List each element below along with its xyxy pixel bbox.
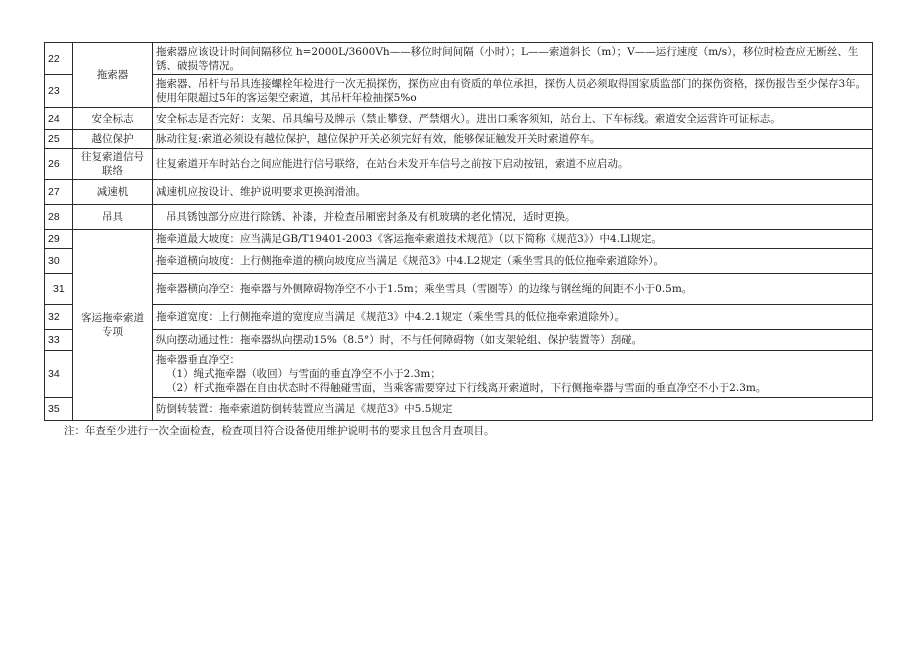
content-line: 拖索器、吊杆与吊具连接螺栓年检进行一次无损探伤，探伤应由有资质的单位承担，探伤人员必须取得国家质监部门的探伤资格，探伤报告至少保存3年。使用年限超过5年的客运架空索道，其吊杆年检抽探5%o xyxy=(156,78,867,104)
category-cell: 吊具 xyxy=(73,205,153,230)
row-number: 33 xyxy=(45,330,73,351)
content-cell xyxy=(153,305,873,330)
content-line: 往复索道开车时站台之间应能进行信号联络，在站台未发开车信号之前按下启动按钮，索道不应启动。 xyxy=(156,158,629,170)
row-number: 23 xyxy=(45,75,73,108)
content-cell xyxy=(153,249,873,274)
category-cell: 安全标志 xyxy=(73,108,153,130)
content-line: 拖牵道横向坡度：上行侧拖牵道的横向坡度应当满足《规范3》中4.L2规定（乘坐雪具的低位拖牵索道除外）。 xyxy=(156,255,665,267)
table-row xyxy=(45,351,873,398)
content-line: 减速机应按设计、维护说明要求更换润滑油。 xyxy=(156,186,366,198)
row-number: 22 xyxy=(45,43,73,75)
row-number: 28 xyxy=(45,205,73,230)
row-number: 35 xyxy=(45,398,73,421)
content-line: （2）杆式拖牵器在自由状态时不得触碰雪面，当乘客需要穿过下行线离开索道时，下行侧拖牵器与雪面的垂直净空不小于2.3m。 xyxy=(166,382,767,394)
content-cell xyxy=(153,274,873,305)
content-cell xyxy=(153,149,873,180)
content-cell xyxy=(153,130,873,149)
table-row xyxy=(45,230,873,249)
table-row xyxy=(45,43,873,75)
content-line: 拖牵器垂直净空： xyxy=(156,354,240,366)
row-number: 24 xyxy=(45,108,73,130)
category-cell: 减速机 xyxy=(73,180,153,205)
table-row xyxy=(45,149,873,180)
table-row xyxy=(45,398,873,421)
table-row xyxy=(45,330,873,351)
content-cell xyxy=(153,398,873,421)
content-line: 拖牵道宽度：上行侧拖牵道的宽度应当满足《规范3》中4.2.1规定（乘坐雪具的低位拖牵索道除外）。 xyxy=(156,311,626,323)
footnote: 注：年查至少进行一次全面检查，检查项目符合设备使用维护说明书的要求且包含月查项目。 xyxy=(64,425,495,437)
row-number: 29 xyxy=(45,230,73,249)
content-line: 纵向摆动通过性：拖牵器纵向摆动15%（8.5°）时，不与任何障碍物（如支架轮组、保护装置等）刮碰。 xyxy=(156,334,643,346)
content-cell xyxy=(153,75,873,108)
inspection-table xyxy=(44,42,873,421)
category-cell: 客运拖牵索道专项 xyxy=(73,230,153,421)
content-line: 防倒转装置：拖牵索道防倒转装置应当满足《规范3》中5.5规定 xyxy=(156,403,453,415)
content-line: 吊具锈蚀部分应进行除锈、补漆，并检查吊厢密封条及有机玻璃的老化情况，适时更换。 xyxy=(166,211,576,223)
row-number: 26 xyxy=(45,149,73,180)
table-row xyxy=(45,249,873,274)
content-line: 安全标志是否完好：支架、吊具编号及牌示（禁止攀登、严禁烟火）。进出口乘客须知，站台上、下车标线。索道安全运营许可证标志。 xyxy=(156,112,781,125)
table-row xyxy=(45,180,873,205)
category-cell: 越位保护 xyxy=(73,130,153,149)
table-row xyxy=(45,108,873,130)
row-number: 25 xyxy=(45,130,73,149)
content-line: 拖牵器横向净空：拖牵器与外侧障碍物净空不小于1.5m；乘坐雪具（雪圈等）的边缘与钢丝绳的间距不小于0.5m。 xyxy=(156,283,693,295)
content-cell xyxy=(153,43,873,75)
row-number: 30 xyxy=(45,249,73,274)
content-cell xyxy=(153,205,873,230)
content-line: 脉动往复:索道必须设有越位保护，越位保护开关必须完好有效，能够保证触发开关时索道停车。 xyxy=(156,133,601,145)
row-number: 31 xyxy=(45,274,73,305)
content-cell xyxy=(153,108,873,130)
row-number: 34 xyxy=(45,351,73,398)
table-row xyxy=(45,305,873,330)
content-line: 拖牵道最大坡度：应当满足GB/T19401-2003《客运拖牵索道技术规范》（以下简称《规范3》）中4.Ll规定。 xyxy=(156,233,662,245)
row-number: 32 xyxy=(45,305,73,330)
table-row xyxy=(45,274,873,305)
inspection-document xyxy=(44,42,872,438)
category-cell: 往复索道信号联络 xyxy=(73,149,153,180)
table-row xyxy=(45,75,873,108)
content-line: （1）绳式拖牵器（收回）与雪面的垂直净空不小于2.3m； xyxy=(166,368,441,380)
category-cell: 拖索器 xyxy=(73,43,153,108)
content-cell xyxy=(153,230,873,249)
row-number: 27 xyxy=(45,180,73,205)
content-cell xyxy=(153,330,873,351)
table-row xyxy=(45,205,873,230)
content-line: 拖索器应该设计时间间隔移位 h=2000L/3600Vh——移位时间间隔（小时）；L——索道斜长（m）；V——运行速度（m/s），移位时检查应无断丝、生锈、破损等情况。 xyxy=(156,45,859,72)
content-cell xyxy=(153,180,873,205)
content-cell xyxy=(153,351,873,398)
table-row xyxy=(45,130,873,149)
